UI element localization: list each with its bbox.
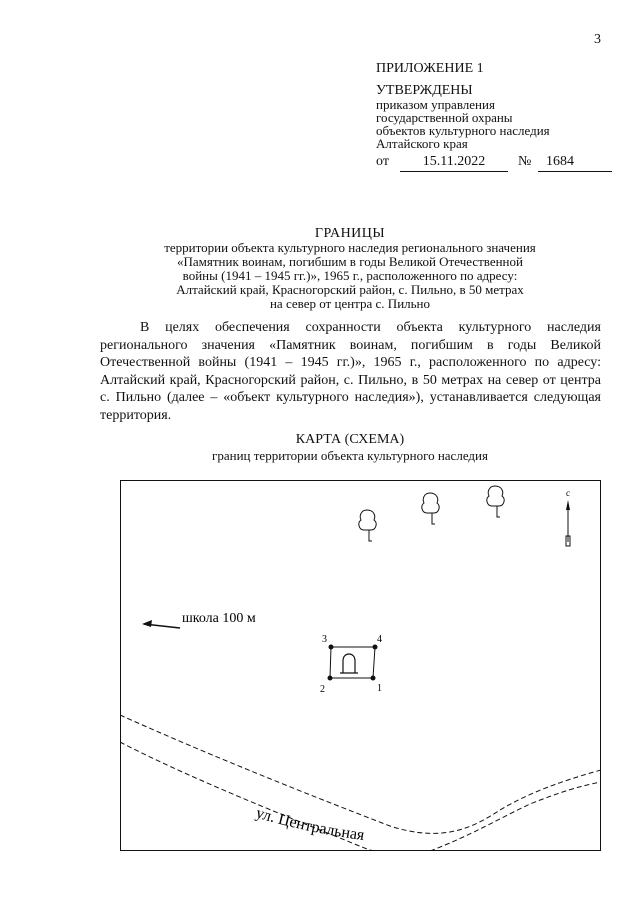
approval-date-number <box>376 154 606 172</box>
corner-point-1 <box>371 676 376 681</box>
page-number: 3 <box>594 32 601 47</box>
subtitle-line: территории объекта культурного наследия регионального значения <box>164 240 536 255</box>
tree-icon <box>359 510 376 541</box>
approval-heading: УТВЕРЖДЕНЫ <box>376 83 473 98</box>
body-text <box>100 319 601 424</box>
date-prefix: от <box>376 154 389 169</box>
street-label-text: ул. Центральная <box>253 804 366 845</box>
map-title: КАРТА (СХЕМА) <box>295 432 405 447</box>
corner-point-3 <box>329 645 334 650</box>
map-subtitle: границ территории объекта культурного наследия <box>212 448 488 463</box>
appendix-label: ПРИЛОЖЕНИЕ 1 <box>376 61 484 76</box>
school-label: школа 100 м <box>182 611 256 626</box>
approval-number: 1684 <box>538 154 612 172</box>
subtitle-line: «Памятник воинам, погибшим в годы Великой Отечественной <box>177 254 523 269</box>
subtitle-line: Алтайский край, Красногорский район, с. Пильно, в 50 метрах <box>176 282 524 297</box>
corner-point-4 <box>373 645 378 650</box>
approval-line: объектов культурного наследия <box>376 123 550 138</box>
tree-icon <box>487 486 504 517</box>
approval-block <box>376 84 550 150</box>
map-scheme <box>120 480 601 851</box>
subtitle-line: войны (1941 – 1945 гг.)», 1965 г., расположенного по адресу: <box>182 268 518 283</box>
approval-date: 15.11.2022 <box>400 154 508 172</box>
north-arrow-icon <box>566 488 570 546</box>
document-subtitle <box>60 241 640 311</box>
approval-line: государственной охраны <box>376 110 513 125</box>
territory-boundary <box>320 634 382 695</box>
monument-icon <box>340 654 358 673</box>
corner-label-2: 2 <box>320 684 325 695</box>
corner-label-1: 1 <box>377 683 382 694</box>
subtitle-line: на север от центра с. Пильно <box>269 296 431 311</box>
corner-label-3: 3 <box>322 634 327 645</box>
school-direction <box>142 611 256 628</box>
approval-line: Алтайского края <box>376 136 468 151</box>
document-title: ГРАНИЦЫ <box>314 226 386 241</box>
number-prefix: № <box>518 154 532 169</box>
corner-label-4: 4 <box>377 634 382 645</box>
tree-icon <box>422 493 439 524</box>
north-label: с <box>566 488 570 498</box>
corner-point-2 <box>328 676 333 681</box>
approval-line: приказом управления <box>376 97 495 112</box>
body-paragraph: В целях обеспечения сохранности объекта культурного наследия регионального значения «Памятник воинам, погибшим в годы Великой Отечественной войны (1941 – 1945 гг.)», 1965 г., расположенного по адресу: Алтайский край, Красногорский район, с. Пильно, в 50 метрах на север от центра с. Пильно (далее – «объект культурного наследия»), устанавливается следующая территория. <box>100 320 601 423</box>
map-frame <box>120 480 601 851</box>
